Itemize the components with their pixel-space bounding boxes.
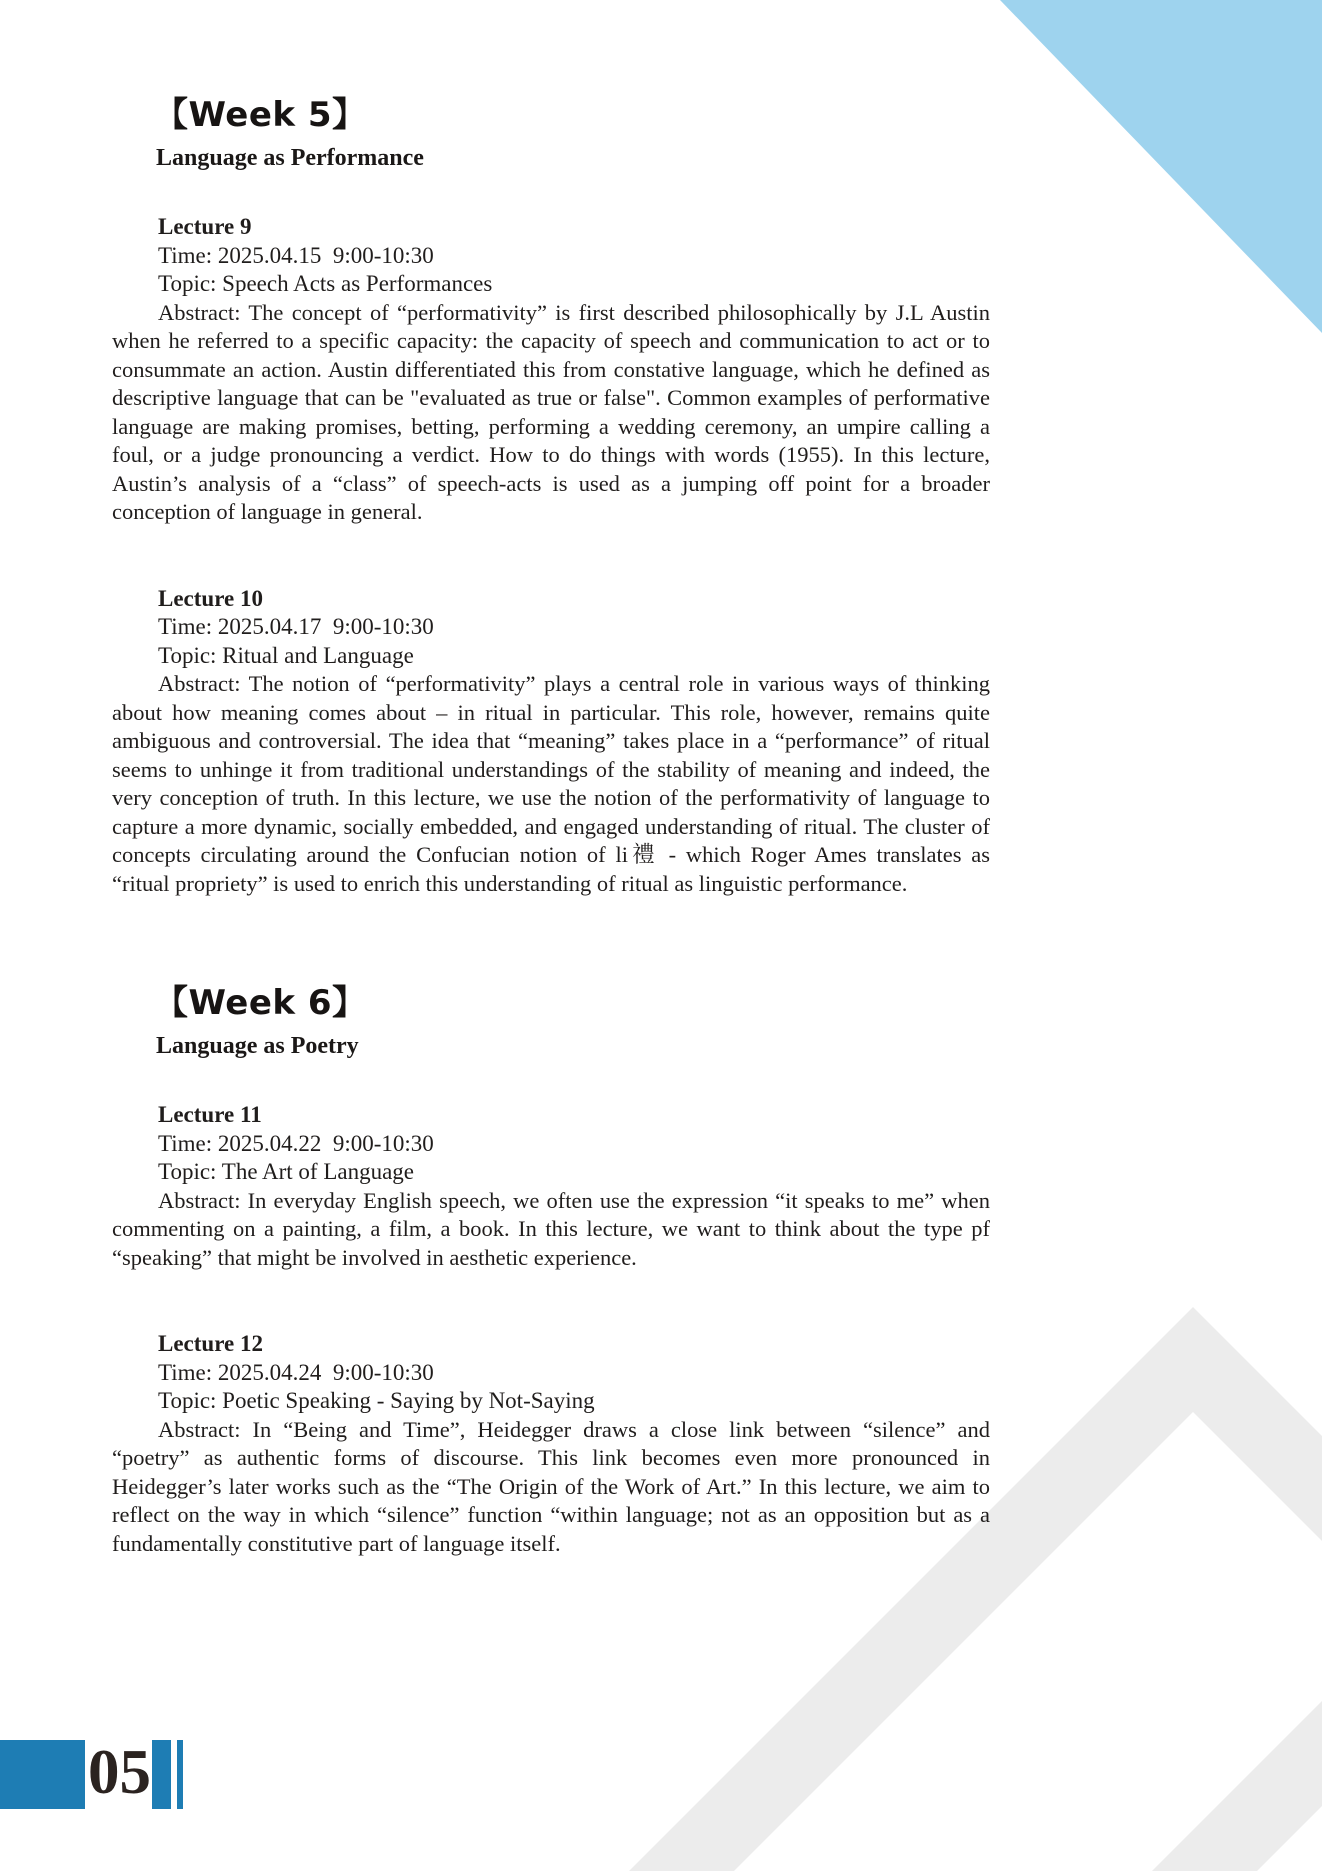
lecture-12 bbox=[112, 1330, 990, 1558]
lecture-11-time: Time: 2025.04.22 9:00-10:30 bbox=[158, 1130, 434, 1156]
page-number-block bbox=[0, 1740, 85, 1809]
page-number-bar-thick bbox=[152, 1740, 171, 1809]
week-6-heading: 【Week 6】 bbox=[154, 983, 367, 1023]
lecture-11-title: Lecture 11 bbox=[158, 1102, 262, 1127]
lecture-9 bbox=[112, 213, 990, 527]
lecture-10-title: Lecture 10 bbox=[158, 585, 263, 611]
lecture-11 bbox=[112, 1101, 990, 1272]
lecture-12-topic: Topic: Poetic Speaking - Saying by Not-Saying bbox=[158, 1388, 595, 1413]
lecture-9-abstract: Abstract: The concept of “performativity” is first described philosophically by J.L Austin when he referred to a specific capacity: the capacity of speech and communication to act or to consummate an action. Austin differentiated this from constative language, which he defined as descriptive language that can be "evaluated as true or false". Common examples of performative language are making promises, betting, performing a wedding ceremony, an umpire calling a foul, or a judge pronouncing a verdict. How to do things with words (1955). In this lecture, Austin’s analysis of a “class” of speech-acts is used as a jumping off point for a broader conception of language in general. bbox=[112, 299, 990, 524]
lecture-11-topic: Topic: The Art of Language bbox=[158, 1159, 414, 1184]
lecture-12-title: Lecture 12 bbox=[158, 1331, 263, 1356]
week-5-section bbox=[112, 94, 990, 898]
week-5-heading: 【Week 5】 bbox=[154, 95, 367, 135]
lecture-10-abstract: Abstract: The notion of “performativity” plays a central role in various ways of thinking about how meaning comes about – in ritual in particular. This role, however, remains quite ambiguous and controversial. The idea that “meaning” takes place in a “performance” of ritual seems to unhinge it from traditional understandings of the stability of meaning and indeed, the very conception of truth. In this lecture, we use the notion of the performativity of language to capture a more dynamic, socially embedded, and engaged understanding of ritual. The cluster of concepts circulating around the Confucian notion of li禮 - which Roger Ames translates as “ritual propriety” is used to enrich this understanding of ritual as linguistic performance. bbox=[112, 671, 990, 896]
page-number-bar-thin bbox=[177, 1740, 183, 1809]
week-6-section bbox=[112, 982, 990, 1558]
lecture-12-abstract: Abstract: In “Being and Time”, Heidegger draws a close link between “silence” and “poetry” as authentic forms of discourse. This link becomes even more pronounced in Heidegger’s later works such as the “The Origin of the Work of Art.” In this lecture, we aim to reflect on the way in which “silence” function “within language; not as an opposition but as a fundamentally constitutive part of language itself. bbox=[112, 1416, 990, 1556]
lecture-12-time: Time: 2025.04.24 9:00-10:30 bbox=[158, 1359, 434, 1385]
lecture-9-title: Lecture 9 bbox=[158, 214, 252, 239]
lecture-11-abstract: Abstract: In everyday English speech, we often use the expression “it speaks to me” when commenting on a painting, a film, a book. In this lecture, we want to think about the type pf “speaking” that might be involved in aesthetic experience. bbox=[112, 1187, 990, 1270]
lecture-10-topic: Topic: Ritual and Language bbox=[158, 642, 414, 668]
week-5-subtitle: Language as Performance bbox=[156, 145, 424, 171]
page-number: 05 bbox=[88, 1737, 151, 1807]
lecture-10-time: Time: 2025.04.17 9:00-10:30 bbox=[158, 614, 434, 639]
lecture-9-time: Time: 2025.04.15 9:00-10:30 bbox=[158, 242, 434, 268]
week-6-subtitle: Language as Poetry bbox=[156, 1033, 359, 1059]
lecture-10 bbox=[112, 585, 990, 899]
page-content bbox=[112, 0, 990, 1558]
lecture-9-topic: Topic: Speech Acts as Performances bbox=[158, 271, 493, 296]
corner-triangle-decoration bbox=[1000, 0, 1322, 333]
